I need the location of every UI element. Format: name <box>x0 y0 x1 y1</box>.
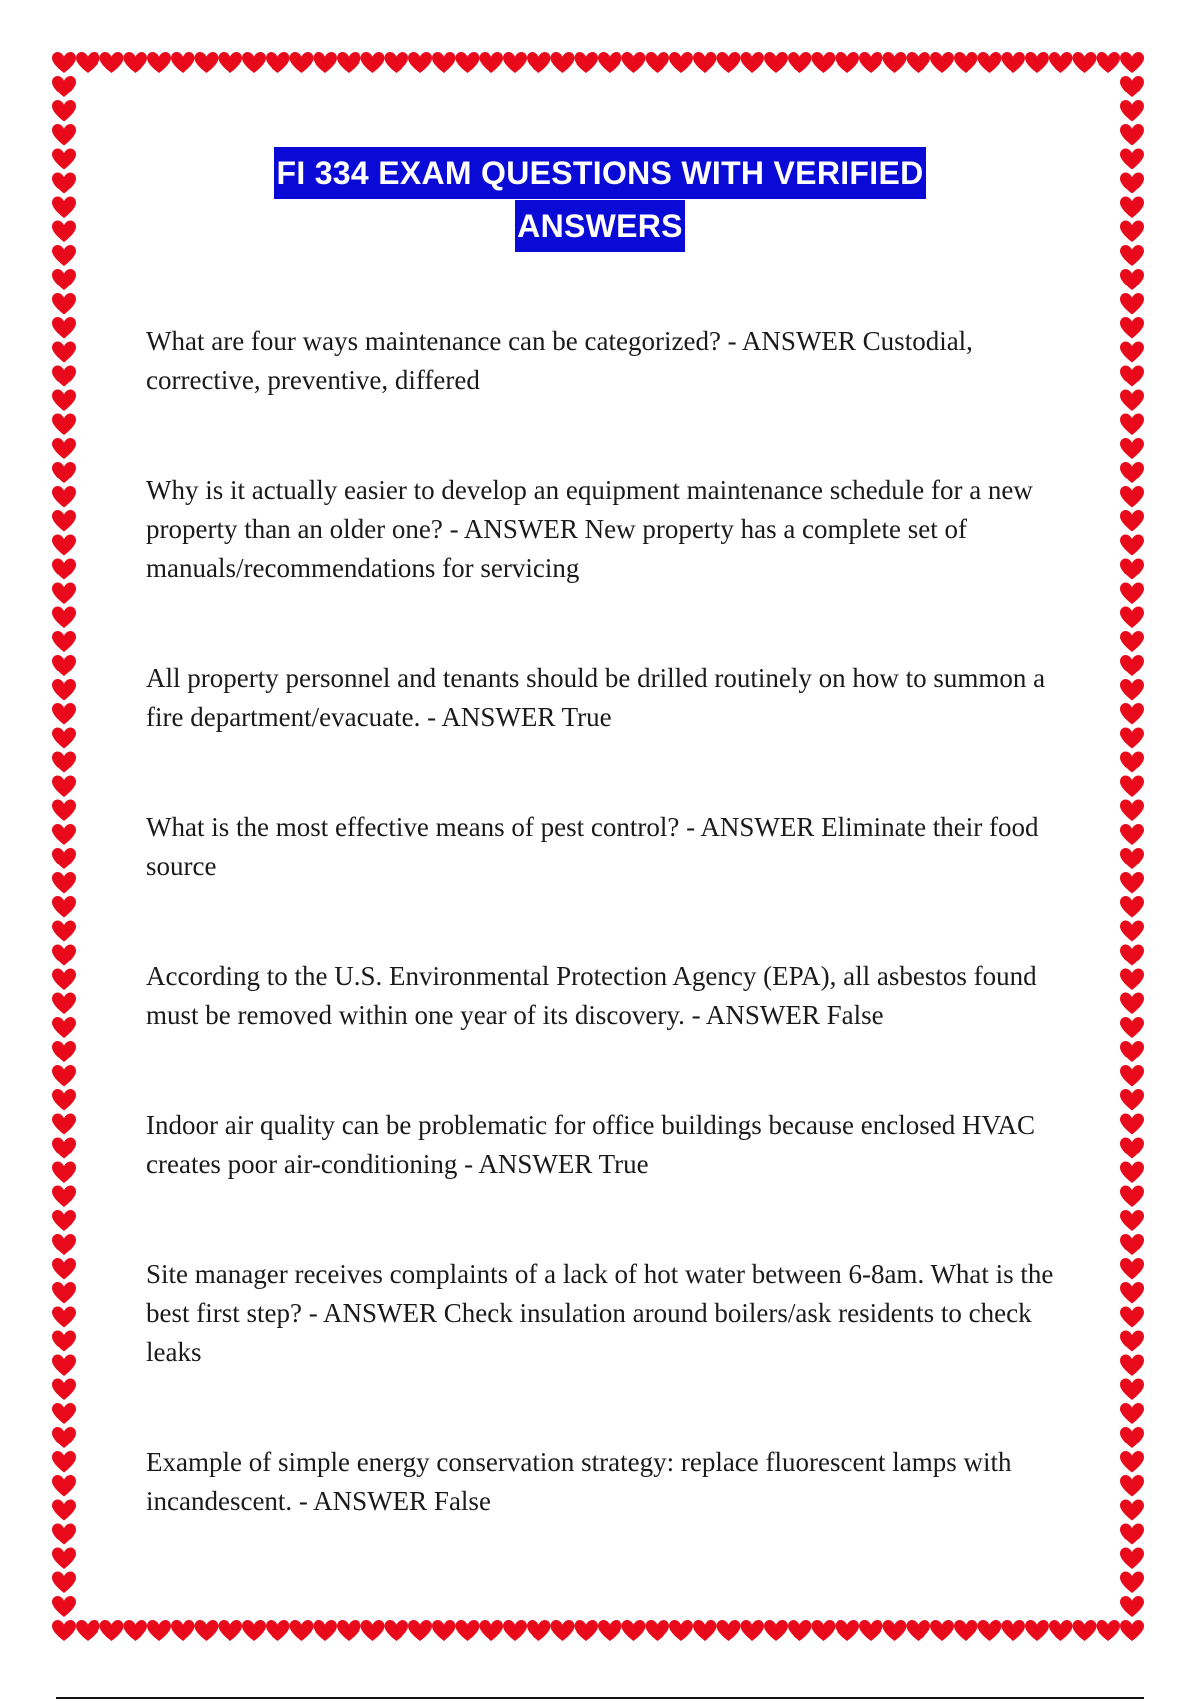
title-line-2: ANSWERS <box>515 200 685 252</box>
page-title <box>0 147 1200 253</box>
qa-item-6: Indoor air quality can be problematic for office buildings because enclosed HVAC creates poor air-conditioning - ANSWER True <box>146 1110 1035 1179</box>
qa-item-7: Site manager receives complaints of a lack of hot water between 6-8am. What is the best first step? - ANSWER Check insulation around boilers/ask residents to check leaks <box>146 1259 1054 1367</box>
qa-item-2: Why is it actually easier to develop an equipment maintenance schedule for a new property than an older one? - ANSWER New property has a complete set of manuals/recommendations for servicing <box>146 475 1033 583</box>
title-line-1: FI 334 EXAM QUESTIONS WITH VERIFIED <box>274 147 925 199</box>
qa-item-3: All property personnel and tenants should be drilled routinely on how to summon a fire department/evacuate. - ANSWER True <box>146 663 1046 732</box>
qa-item-5: According to the U.S. Environmental Protection Agency (EPA), all asbestos found must be removed within one year of its discovery. - ANSWER False <box>146 961 1037 1030</box>
qa-list <box>146 322 1066 1521</box>
qa-item-1: What are four ways maintenance can be categorized? - ANSWER Custodial, corrective, preventive, differed <box>146 326 973 395</box>
qa-item-4: What is the most effective means of pest control? - ANSWER Eliminate their food source <box>146 812 1039 881</box>
qa-item-8: Example of simple energy conservation strategy: replace fluorescent lamps with incandescent. - ANSWER False <box>146 1447 1012 1516</box>
footer-rule <box>56 1697 1144 1699</box>
